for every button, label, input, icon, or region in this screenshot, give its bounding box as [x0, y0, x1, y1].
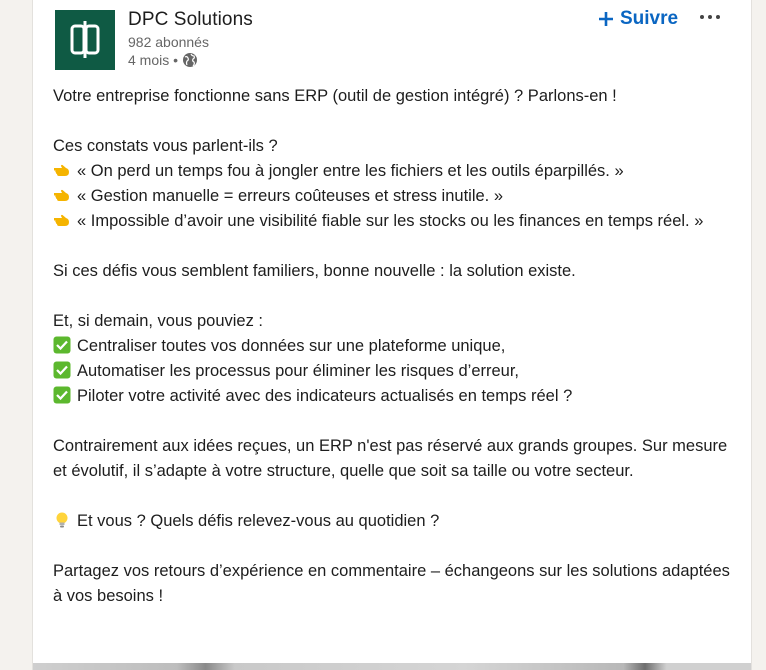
- more-options-button[interactable]: [694, 4, 726, 32]
- post-body: [53, 84, 735, 609]
- follower-count: 982 abonnés: [128, 34, 209, 50]
- post-closing: Partagez vos retours d’expérience en commentaire – échangeons sur les solutions adaptées à vos besoins !: [53, 562, 730, 605]
- post-what-if: Et, si demain, vous pouviez :: [53, 312, 264, 330]
- logo-mark-icon: [55, 10, 115, 70]
- check-mark-icon: [53, 386, 71, 404]
- company-logo[interactable]: [55, 10, 115, 70]
- pointing-hand-icon: [53, 161, 71, 179]
- company-name[interactable]: DPC Solutions: [128, 9, 253, 30]
- pointing-hand-icon: [53, 211, 71, 229]
- post-header: [33, 0, 752, 80]
- post-solution: Si ces défis vous semblent familiers, bonne nouvelle : la solution existe.: [53, 262, 576, 280]
- check-mark-icon: [53, 361, 71, 379]
- post-paragraph: Contrairement aux idées reçues, un ERP n'est pas réservé aux grands groupes. Sur mesure et évolutif, il s’adapte à votre structure, quelle que soit sa taille ou votre secteur.: [53, 437, 728, 480]
- challenge-line: Et vous ? Quels défis relevez-vous au quotidien ?: [53, 509, 735, 534]
- light-bulb-icon: [53, 511, 71, 529]
- pointing-hand-icon: [53, 186, 71, 204]
- post-question: Ces constats vous parlent-ils ?: [53, 137, 278, 155]
- post-media-preview[interactable]: [33, 663, 752, 670]
- follow-button[interactable]: [594, 5, 682, 33]
- post-age: 4 mois •: [128, 52, 179, 68]
- follow-label: Suivre: [620, 8, 679, 29]
- post-card: [32, 0, 752, 670]
- benefit-item: Automatiser les processus pour éliminer les risques d’erreur,: [53, 359, 735, 384]
- globe-icon: [182, 52, 198, 68]
- check-mark-icon: [53, 336, 71, 354]
- post-intro: Votre entreprise fonctionne sans ERP (outil de gestion intégré) ? Parlons-en !: [53, 87, 617, 105]
- pain-item: « Impossible d’avoir une visibilité fiable sur les stocks ou les finances en temps réel. »: [53, 209, 735, 234]
- post-meta: [128, 52, 198, 68]
- pain-item: « Gestion manuelle = erreurs coûteuses et stress inutile. »: [53, 184, 735, 209]
- plus-icon: [598, 11, 614, 27]
- more-options-icon: [694, 4, 726, 32]
- benefit-item: Centraliser toutes vos données sur une plateforme unique,: [53, 334, 735, 359]
- pain-item: « On perd un temps fou à jongler entre les fichiers et les outils éparpillés. »: [53, 159, 735, 184]
- benefit-item: Piloter votre activité avec des indicateurs actualisés en temps réel ?: [53, 384, 735, 409]
